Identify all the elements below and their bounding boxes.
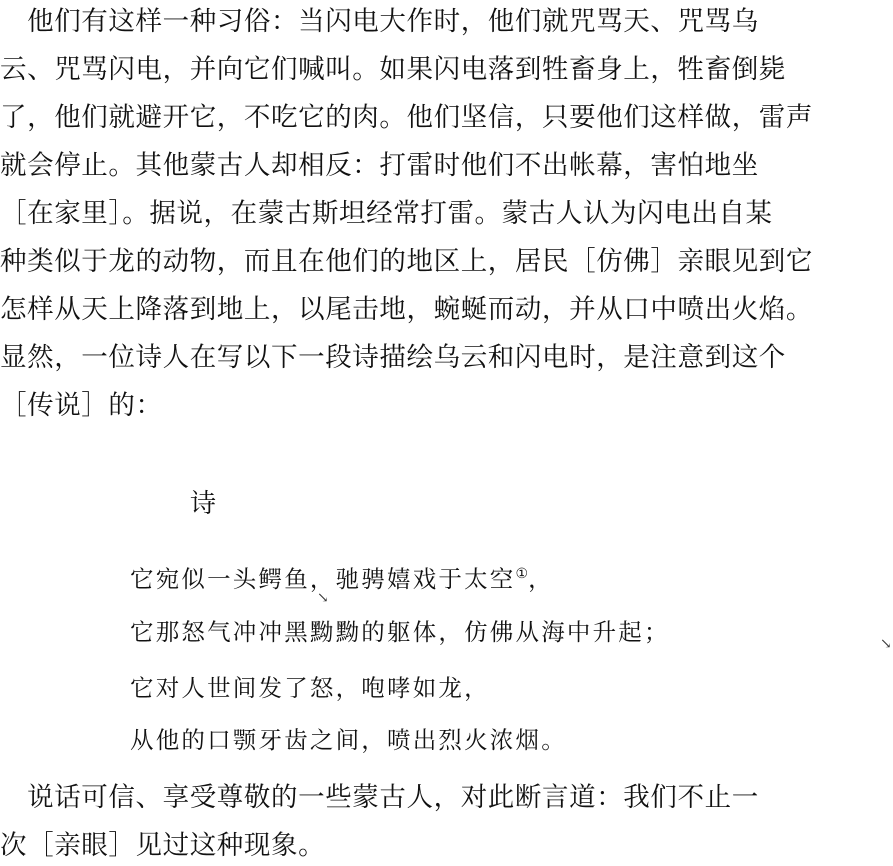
paragraph-line-9: ［传说］的： bbox=[0, 390, 163, 421]
poem-line-1-text: 它宛似一头鳄鱼，驰骋嬉戏于太空 bbox=[130, 564, 516, 593]
closing-line-1: 说话可信、享受尊敬的一些蒙古人，对此断言道：我们不止一 bbox=[0, 782, 759, 813]
paragraph-line-8: 显然，一位诗人在写以下一段诗描绘乌云和闪电时，是注意到这个 bbox=[0, 342, 786, 373]
poem-line-1-tail: ， bbox=[528, 564, 554, 593]
poem-line-3: 它对人世间发了怒，咆哮如龙， bbox=[130, 674, 490, 702]
poem-line-4: 从他的口颚牙齿之间，喷出烈火浓烟。 bbox=[130, 726, 567, 754]
paragraph-line-6: 种类似于龙的动物，而且在他们的地区上，居民［仿佛］亲眼见到它 bbox=[0, 246, 813, 277]
poem-line-1 bbox=[130, 556, 554, 597]
scan-mark-icon: ↘ bbox=[880, 636, 892, 652]
paragraph-line-3: 了，他们就避开它，不吃它的肉。他们坚信，只要他们这样做，雷声 bbox=[0, 102, 813, 133]
footnote-marker: ① bbox=[515, 566, 529, 582]
paragraph-line-7: 怎样从天上降落到地上，以尾击地，蜿蜒而动，并从口中喷出火焰。 bbox=[0, 294, 813, 325]
paragraph-line-2: 云、咒骂闪电，并向它们喊叫。如果闪电落到牲畜身上，牲畜倒毙 bbox=[0, 54, 786, 85]
poem-line-2: 它那怒气冲冲黑黝黝的躯体，仿佛从海中升起； bbox=[130, 618, 670, 646]
paragraph-line-5: ［在家里］。据说，在蒙古斯坦经常打雷。蒙古人认为闪电出自某 bbox=[0, 198, 773, 229]
paragraph-line-4: 就会停止。其他蒙古人却相反：打雷时他们不出帐幕，害怕地坐 bbox=[0, 150, 759, 181]
scan-mark-icon: ↘ bbox=[317, 590, 329, 606]
poem-title: 诗 bbox=[190, 489, 217, 519]
paragraph-line-1: 他们有这样一种习俗：当闪电大作时，他们就咒骂天、咒骂乌 bbox=[0, 6, 759, 37]
closing-line-2: 次［亲眼］见过这种现象。 bbox=[0, 830, 326, 861]
